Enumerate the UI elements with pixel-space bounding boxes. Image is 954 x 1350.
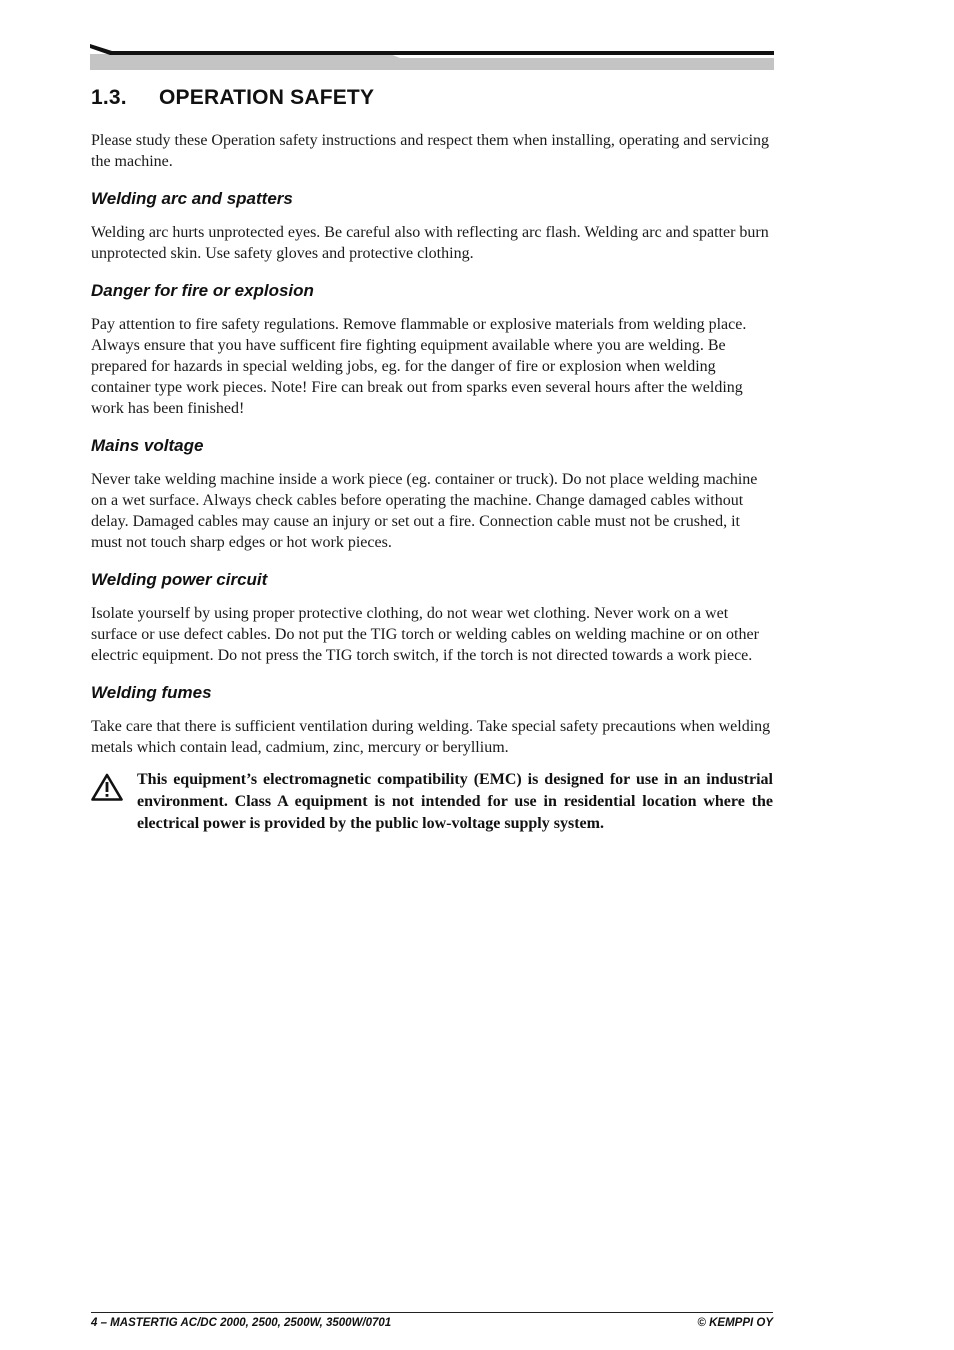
emc-warning-note	[91, 769, 773, 835]
intro-paragraph: Please study these Operation safety instructions and respect them when installing, operating and servicing the machine.	[91, 132, 770, 170]
footer-copyright: © KEMPPI OY	[697, 1317, 773, 1329]
emc-warning-text: This equipment’s electromagnetic compatibility (EMC) is designed for use in an industrial environment. Class A equipment is not intended for use in residential location where the electrical power is provided by the public low-voltage supply system.	[137, 771, 773, 832]
subsection-heading-mains: Mains voltage	[91, 436, 204, 455]
subsection-text-arc: Welding arc hurts unprotected eyes. Be careful also with reflecting arc flash. Welding arc and spatter burn unprotected skin. Use safety gloves and protective clothing.	[91, 224, 769, 262]
header-decoration	[90, 42, 774, 72]
document-body	[91, 130, 773, 851]
subsection-text-power: Isolate yourself by using proper protective clothing, do not wear wet clothing. Never work on a wet surface or use defect cables. Do not put the TIG torch or welding cables on welding machine or on other electric equipment. Do not press the TIG torch switch, if the torch is not directed towards a work piece.	[91, 605, 759, 664]
footer-page-info: 4 – MASTERTIG AC/DC 2000, 2500, 2500W, 3500W/0701	[91, 1317, 392, 1329]
subsection-heading-fumes: Welding fumes	[91, 683, 212, 702]
warning-triangle-icon	[91, 773, 123, 801]
subsection-text-fire: Pay attention to fire safety regulations. Remove flammable or explosive materials from welding place. Always ensure that you have sufficent fire fighting equipment available where you are welding. Be prepared for hazards in special welding jobs, eg. for the danger of fire or explosion when welding container type work pieces. Note! Fire can break out from sparks even several hours after the welding work has been finished!	[91, 316, 747, 417]
footer-divider	[91, 1312, 773, 1313]
section-number: 1.3.	[91, 86, 127, 109]
section-title	[91, 86, 374, 110]
subsection-text-mains: Never take welding machine inside a work piece (eg. container or truck). Do not place welding machine on a wet surface. Always check cables before operating the machine. Change damaged cables without delay. Damaged cables may cause an injury or set out a fire. Connection cable must not be crushed, it must not touch sharp edges or hot work pieces.	[91, 471, 758, 551]
subsection-heading-power: Welding power circuit	[91, 570, 268, 589]
subsection-text-fumes: Take care that there is sufficient ventilation during welding. Take special safety precautions when welding metals which contain lead, cadmium, zinc, mercury or beryllium.	[91, 718, 771, 756]
subsection-heading-fire: Danger for fire or explosion	[91, 281, 314, 300]
section-title-text: OPERATION SAFETY	[159, 86, 375, 109]
subsection-heading-arc: Welding arc and spatters	[91, 189, 293, 208]
